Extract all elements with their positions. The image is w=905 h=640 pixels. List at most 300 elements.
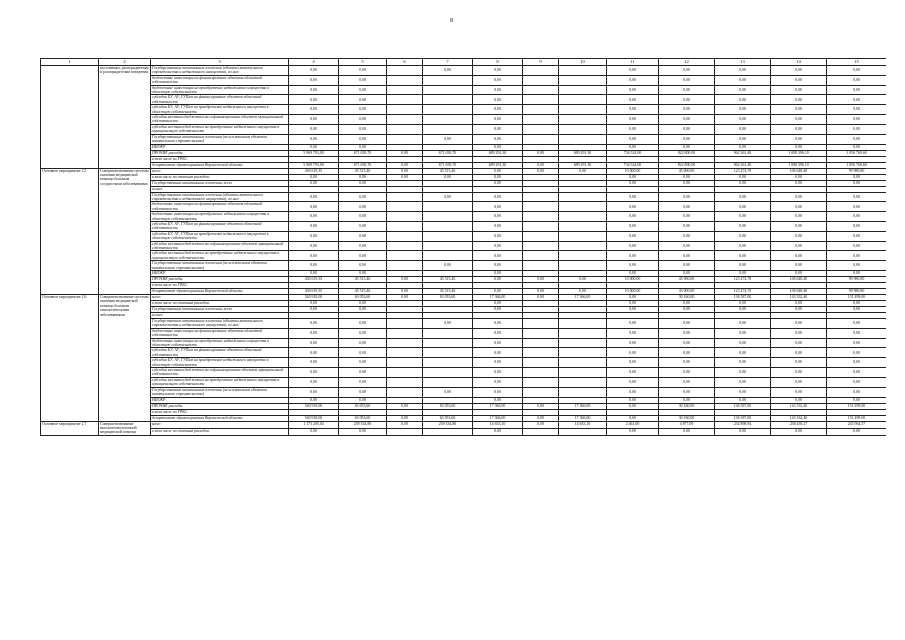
amount-cell [559,428,607,435]
column-header: 12 [659,59,715,66]
amount-cell: 0,00 [607,387,659,397]
expense-item: из них: [151,313,289,319]
amount-cell: 0,00 [473,144,523,150]
amount-cell: 0,00 [289,368,339,378]
amount-cell: 0,00 [339,212,387,222]
amount-cell: 0,00 [715,66,771,76]
amount-cell: 0,00 [715,377,771,387]
amount-cell [523,95,559,105]
amount-cell [423,348,473,358]
amount-cell: 10 000,00 [607,277,659,283]
amount-cell [559,319,607,329]
column-header: 14 [771,59,827,66]
expense-item: в том числе по статьям расходов: [151,301,289,307]
amount-cell: 0,00 [339,124,387,134]
amount-cell [559,202,607,212]
amount-cell [423,202,473,212]
amount-cell: 0,00 [473,428,523,435]
amount-cell: 0,00 [715,95,771,105]
amount-cell: 0,00 [607,75,659,85]
amount-cell: 0,00 [423,319,473,329]
amount-cell: 63 053,60 [423,403,473,409]
amount-cell [523,85,559,95]
amount-cell: 0,00 [473,174,523,180]
amount-cell: 5 969 793,00 [289,162,339,168]
amount-cell [387,377,423,387]
amount-cell: 0,00 [659,66,715,76]
amount-cell: 0,00 [827,134,887,144]
amount-cell: 234 898,94 [715,421,771,428]
amount-cell: 0,00 [607,271,659,277]
amount-cell: 0,00 [827,328,887,338]
amount-cell [523,377,559,387]
amount-cell: 0,00 [339,115,387,125]
amount-cell: 106 648,40 [771,289,827,295]
amount-cell: 99 980,80 [827,168,887,174]
amount-cell: 10 000,00 [607,289,659,295]
amount-cell: 0,00 [827,192,887,202]
amount-cell [387,387,423,397]
amount-cell: 0,00 [659,221,715,231]
amount-cell: 0,00 [339,271,387,277]
amount-cell [559,134,607,144]
expense-item: бюджетные инвестиции на приобретение недвижимого имущества в областную собственность [151,85,289,95]
column-header: 8 [473,59,523,66]
amount-cell: 0,00 [423,192,473,202]
amount-cell [559,95,607,105]
amount-cell: 0,00 [339,134,387,144]
amount-cell: 45 000,00 [659,277,715,283]
amount-cell: 0,00 [771,241,827,251]
measure-title: поселениям, распорядителям и распорядителям поведения [99,66,151,169]
amount-cell: 0,00 [771,348,827,358]
amount-cell: 0,00 [473,251,523,261]
amount-cell: 17 366,00 [559,403,607,409]
expense-item: департамент здравоохранения Воронежской области [151,162,289,168]
amount-cell: 1 008 396,10 [771,150,827,156]
table-row [41,348,887,358]
expense-item: субсидии БУ, АУ, ГУПам на финансирование объектов областной собственности [151,221,289,231]
measure-code [41,66,99,169]
amount-cell: 0,00 [771,377,827,387]
amount-cell: 0,00 [771,75,827,85]
amount-cell: 0,00 [289,319,339,329]
amount-cell: 136 587,00 [715,415,771,421]
amount-cell [387,348,423,358]
budget-table [40,58,886,436]
amount-cell: 0,00 [473,289,523,295]
amount-cell: 0,00 [771,271,827,277]
amount-cell: 0,00 [289,174,339,180]
amount-cell: 671 650,70 [423,150,473,156]
amount-cell: 0,00 [771,387,827,397]
expense-item: Государственные капитальные вложения (объекты капитального строительства и недвижимого имущества), из них: [151,319,289,329]
amount-cell: 0,00 [607,428,659,435]
amount-cell [387,192,423,202]
amount-cell: 0,00 [659,180,715,186]
column-header: 13 [715,59,771,66]
measure-code: Основное мероприятие 2.5 [41,168,99,295]
amount-cell: 45 515,46 [339,289,387,295]
amount-cell [559,368,607,378]
amount-cell: 0,00 [339,338,387,348]
amount-cell [423,328,473,338]
amount-cell [423,221,473,231]
table-row [41,105,887,115]
amount-cell: 0,00 [771,397,827,403]
expense-item: в том числе по статьям расходов: [151,174,289,180]
amount-cell: 0,00 [473,85,523,95]
amount-cell: 671 650,70 [339,150,387,156]
amount-cell: 0,00 [523,295,559,301]
amount-cell: 0,00 [289,307,339,313]
amount-cell: 45 515,46 [339,168,387,174]
table-row [41,124,887,134]
amount-cell: 0,00 [289,180,339,186]
amount-cell: 0,00 [607,397,659,403]
amount-cell: 143 332,40 [771,403,827,409]
amount-cell: 0,00 [827,348,887,358]
amount-cell [387,85,423,95]
amount-cell: 0,00 [473,221,523,231]
amount-cell: 822 800,00 [659,162,715,168]
amount-cell: 0,00 [607,319,659,329]
amount-cell: 123 474,70 [715,277,771,283]
amount-cell: 0,00 [339,368,387,378]
amount-cell [423,368,473,378]
column-header: 3 [151,59,289,66]
amount-cell: 0,00 [289,85,339,95]
page-number: 8 [450,18,453,24]
amount-cell: 0,00 [659,75,715,85]
expense-item: ПРОЧИЕ расходы [151,403,289,409]
amount-cell: 0,00 [523,168,559,174]
amount-cell: 0,00 [715,134,771,144]
amount-cell [559,115,607,125]
amount-cell: 0,00 [607,105,659,115]
amount-cell: 0,00 [607,174,659,180]
measure-title: Совершенствование высокотехнологичной медицинской помощи [99,421,151,435]
amount-cell: 0,00 [607,261,659,271]
amount-cell [387,134,423,144]
amount-cell: 0,00 [473,307,523,313]
amount-cell: 45 515,46 [423,289,473,295]
measure-title: Совершенствование системы оказания медицинской помощи больным сосудистыми заболеваниями [99,168,151,295]
expense-item: Государственные капитальные вложения (объекты капитального строительства и недвижимого имущества), из них: [151,66,289,76]
amount-cell: 0,00 [715,368,771,378]
amount-cell: 0,00 [659,105,715,115]
amount-cell: 0,00 [289,261,339,271]
amount-cell: 143 332,40 [771,415,827,421]
amount-cell: 0,00 [289,428,339,435]
expense-item: департамент здравоохранения Воронежской области [151,289,289,295]
amount-cell: 0,00 [827,428,887,435]
amount-cell: 0,00 [607,338,659,348]
expense-item: субсидия местным бюджетам на софинансирование объектов муниципальной собственности [151,115,289,125]
amount-cell: 0,00 [607,192,659,202]
amount-cell: 0,00 [771,212,827,222]
amount-cell: 1 173 205,04 [289,421,339,428]
amount-cell: 0,00 [473,231,523,241]
amount-cell: 0,00 [715,221,771,231]
expense-item: субсидии БУ, АУ, ГУПам на приобретение недвижимого имущества в областную собственность [151,231,289,241]
amount-cell: 0,00 [715,428,771,435]
amount-cell: 0,00 [715,212,771,222]
amount-cell: 0,00 [473,328,523,338]
expense-item: субсидии БУ, АУ, ГУПам на финансирование объектов областной собственности [151,348,289,358]
amount-cell: 0,00 [659,251,715,261]
amount-cell [387,319,423,329]
amount-cell: 136 587,00 [715,295,771,301]
amount-cell: 0,00 [827,115,887,125]
expense-item: из них: [151,186,289,192]
table-row [41,358,887,368]
amount-cell: 0,00 [771,338,827,348]
amount-cell: 0,00 [827,397,887,403]
amount-cell: 0,00 [473,212,523,222]
amount-cell: 0,00 [339,377,387,387]
expense-item: в том числе по ГРБС: [151,283,289,289]
amount-cell: 10 000,00 [607,168,659,174]
amount-cell: 0,00 [827,307,887,313]
table-row [41,421,887,428]
amount-cell: 0,00 [715,338,771,348]
amount-cell [423,231,473,241]
amount-cell [387,368,423,378]
amount-cell: 0,00 [827,202,887,212]
amount-cell: 0,00 [289,231,339,241]
amount-cell: 0,00 [715,261,771,271]
amount-cell [559,192,607,202]
amount-cell: 0,00 [607,144,659,150]
amount-cell: 0,00 [659,261,715,271]
amount-cell: 0,00 [827,387,887,397]
amount-cell: 0,00 [473,277,523,283]
amount-cell: 14 633,10 [473,421,523,428]
amount-cell: 0,00 [289,397,339,403]
amount-cell: 0,00 [289,221,339,231]
table-row [41,261,887,271]
amount-cell: 0,00 [659,271,715,277]
table-row [41,319,887,329]
amount-cell: 63 053,60 [423,415,473,421]
amount-cell: 0,00 [559,168,607,174]
amount-cell [559,251,607,261]
table-row [41,134,887,144]
amount-cell: 0,00 [289,144,339,150]
amount-cell: 0,00 [827,85,887,95]
amount-cell: 45 515,46 [423,168,473,174]
amount-cell: 14 633,10 [559,421,607,428]
expense-item: НИОКР [151,144,289,150]
amount-cell: 0,00 [607,328,659,338]
amount-cell: 0,00 [473,95,523,105]
amount-cell: 0,00 [827,231,887,241]
amount-cell: 0,00 [339,192,387,202]
amount-cell: 0,00 [523,150,559,156]
amount-cell: 0,00 [387,295,423,301]
amount-cell: 0,00 [771,428,827,435]
amount-cell: 17 366,00 [473,403,523,409]
amount-cell: 5 969 793,00 [289,150,339,156]
amount-cell: 0,00 [659,368,715,378]
amount-cell: 0,00 [473,192,523,202]
amount-cell: 0,00 [289,95,339,105]
expense-item: в том числе по ГРБС: [151,409,289,415]
amount-cell [387,251,423,261]
amount-cell: 0,00 [607,221,659,231]
amount-cell: 689 291,30 [473,150,523,156]
amount-cell: 0,00 [473,338,523,348]
amount-cell: 540 918,00 [289,295,339,301]
amount-cell: 0,00 [607,124,659,134]
amount-cell [523,75,559,85]
amount-cell: 0,00 [715,319,771,329]
amount-cell: 30 160,00 [659,295,715,301]
amount-cell: 30 160,00 [659,403,715,409]
amount-cell: 0,00 [659,358,715,368]
amount-cell [387,231,423,241]
amount-cell [559,261,607,271]
column-header: 7 [423,59,473,66]
amount-cell: 0,00 [827,271,887,277]
amount-cell: 0,00 [659,241,715,251]
amount-cell [387,221,423,231]
amount-cell: 0,00 [607,301,659,307]
amount-cell: 0,00 [339,328,387,338]
amount-cell: 0,00 [715,202,771,212]
amount-cell: 0,00 [473,377,523,387]
amount-cell: 0,00 [387,150,423,156]
amount-cell [559,328,607,338]
amount-cell: 0,00 [827,174,887,180]
amount-cell: 0,00 [289,202,339,212]
amount-cell: 0,00 [659,397,715,403]
amount-cell: 0,00 [771,95,827,105]
amount-cell: 0,00 [607,241,659,251]
amount-cell: 0,00 [659,307,715,313]
amount-cell [387,115,423,125]
amount-cell [523,115,559,125]
amount-cell: 0,00 [423,66,473,76]
amount-cell: 0,00 [607,348,659,358]
amount-cell: 0,00 [473,397,523,403]
amount-cell: 0,00 [827,95,887,105]
table-row [41,95,887,105]
amount-cell: 0,00 [607,251,659,261]
expense-item: в том числе по ГРБС: [151,156,289,162]
amount-cell: 0,00 [659,338,715,348]
amount-cell: 0,00 [827,105,887,115]
amount-cell: 0,00 [387,421,423,428]
amount-cell [559,231,607,241]
table-row [41,251,887,261]
amount-cell: 45 515,46 [423,277,473,283]
amount-cell: 0,00 [423,261,473,271]
amount-cell: 0,00 [387,162,423,168]
measure-code: Основное мероприятие 2.6 [41,295,99,422]
measure-title: Совершенствование системы оказания медицинской помощи больным онкологическими заболеваниями [99,295,151,422]
amount-cell: 0,00 [423,174,473,180]
amount-cell [523,261,559,271]
amount-cell: 0,00 [771,174,827,180]
amount-cell: 0,00 [607,358,659,368]
expense-item: субсидии местным бюджетам на приобретение недвижимого имущества в муниципальную собственность [151,251,289,261]
amount-cell [523,428,559,435]
amount-cell: 0,00 [771,202,827,212]
amount-cell: 0,00 [387,289,423,295]
amount-cell: 0,00 [289,124,339,134]
amount-cell: 0,00 [289,134,339,144]
amount-cell [423,212,473,222]
amount-cell: 0,00 [473,115,523,125]
amount-cell: 0,00 [771,319,827,329]
amount-cell: 0,00 [715,387,771,397]
expense-item: в том числе по статьям расходов: [151,428,289,435]
amount-cell: 0,00 [339,105,387,115]
amount-cell: 0,00 [289,66,339,76]
amount-cell: 0,00 [715,301,771,307]
column-header: 4 [289,59,339,66]
expense-item: НИОКР [151,397,289,403]
amount-cell: 0,00 [289,241,339,251]
amount-cell [559,348,607,358]
amount-cell: 0,00 [771,358,827,368]
amount-cell: 1 056 769,60 [827,150,887,156]
amount-cell: 0,00 [473,301,523,307]
column-header: 5 [339,59,387,66]
amount-cell: 0,00 [289,387,339,397]
amount-cell: 45 000,00 [659,289,715,295]
amount-cell: 0,00 [339,301,387,307]
amount-cell: 0,00 [473,168,523,174]
amount-cell: 0,00 [659,319,715,329]
amount-cell: 63 053,60 [339,415,387,421]
amount-cell: 689 291,30 [473,162,523,168]
amount-cell: 0,00 [659,144,715,150]
amount-cell [387,105,423,115]
amount-cell: 0,00 [289,338,339,348]
amount-cell [387,358,423,368]
amount-cell: 0,00 [715,180,771,186]
amount-cell [523,221,559,231]
amount-cell: 0,00 [473,387,523,397]
amount-cell: 0,00 [339,428,387,435]
amount-cell: 0,00 [473,319,523,329]
table-row [41,231,887,241]
amount-cell: 0,00 [659,85,715,95]
column-header: 15 [827,59,887,66]
amount-cell: 0,00 [771,105,827,115]
expense-item: субсидии местным бюджетам на приобретение недвижимого имущества в муниципальную собственность [151,377,289,387]
amount-cell: 0,00 [827,212,887,222]
amount-cell: 0,00 [339,241,387,251]
amount-cell: 0,00 [715,192,771,202]
table-row [41,66,887,76]
table-row [41,377,887,387]
amount-cell: 0,00 [289,251,339,261]
amount-cell: 123 474,70 [715,289,771,295]
amount-cell: 0,00 [523,277,559,283]
amount-cell [559,377,607,387]
amount-cell [523,368,559,378]
amount-cell: 0,00 [659,192,715,202]
amount-cell: 430 619,35 [289,289,339,295]
amount-cell: 0,00 [659,377,715,387]
amount-cell: 0,00 [339,66,387,76]
amount-cell: 0,00 [827,221,887,231]
amount-cell [523,192,559,202]
